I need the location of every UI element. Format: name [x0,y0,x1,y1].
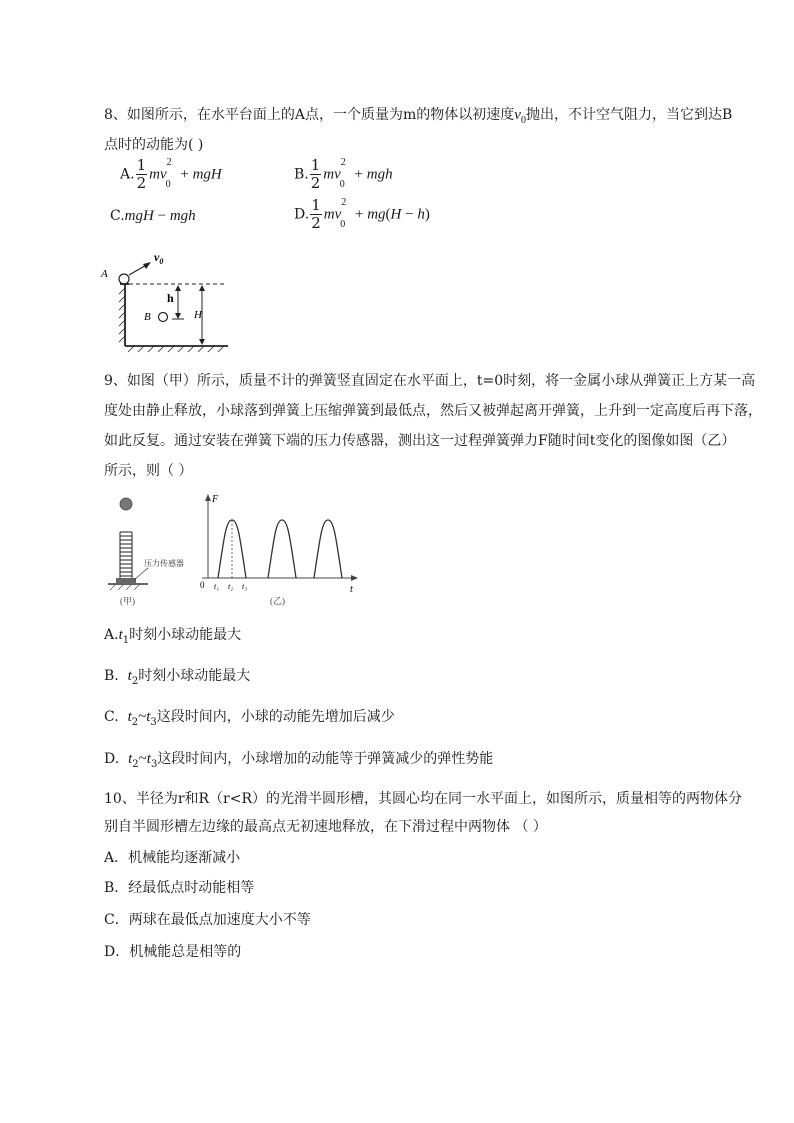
tick-t1: t₁ [214,582,220,591]
q10-stem-line2: 别自半圆形槽左边缘的最高点无初速地释放，在下滑过程中两物体 （ ） [104,819,547,835]
q8-option-d[interactable]: D. $\frac{1}{2}$ $mv^2_0 + mg(H - h)$ [294,196,430,232]
fraction-half: $\frac{1}{2}$ [310,156,321,192]
axis-F: F [212,494,219,505]
q9-stem-line3: 如此反复。通过安装在弹簧下端的压力传感器，测出这一过程弹簧弹力F随时间t变化的图像如图（乙） [104,433,736,449]
label-jia: (甲) [120,596,135,606]
q9-option-c[interactable]: C. $t_2\sim t_3$这段时间内，小球的动能先增加后减少 [104,709,395,728]
q8-stem-line1: 8、如图所示，在水平台面上的A点，一个质量为m的物体以初速度$v_0$抛出，不计空气阻力，当它到达B [104,107,733,126]
axis-t: t [350,584,353,595]
q9-stem-line2: 度处由静止释放，小球落到弹簧上压缩弹簧到最低点，然后又被弹起离开弹簧，上升到一定高度后再下落， [104,403,762,419]
spring [120,532,132,578]
q10-stem-line1: 10、半径为r和R（r<R）的光滑半圆形槽，其圆心均在同一水平面上，如图所示，质量相等的两物体分 [104,791,743,807]
q8-figure [98,246,238,356]
ball-a [119,274,129,284]
label-v0: $v_0$ [154,250,164,266]
q9-stem-line1: 9、如图（甲）所示，质量不计的弹簧竖直固定在水平面上，t=0时刻，将一金属小球从弹簧正上方某一高 [104,373,756,389]
metal-ball [120,498,132,510]
label-h: h [167,291,174,305]
q9-stem-line4: 所示，则（ ） [104,463,193,479]
q9-option-a[interactable]: $A.t_1$时刻小球动能最大 [104,627,242,646]
tick-t3: t₃ [242,582,248,591]
label-H: H [194,309,202,321]
ball-b [159,313,168,322]
fraction-half: $\frac{1}{2}$ [136,156,147,192]
label-yi: (乙) [270,596,285,606]
q8-option-c[interactable]: C.mgH − mgh [110,208,196,224]
pressure-sensor [116,578,136,583]
tick-t2: t₂ [228,582,234,591]
fraction-half: $\frac{1}{2}$ [311,196,321,232]
q10-option-a[interactable]: A．机械能均逐渐减小 [104,850,241,866]
q9-figure [104,488,360,610]
q9-option-b[interactable]: B. $t_2$时刻小球动能最大 [104,668,251,687]
q10-option-b[interactable]: B．经最低点时动能相等 [104,880,255,896]
force-curve-2 [268,520,296,578]
q10-option-d[interactable]: D．机械能总是相等的 [104,944,242,960]
label-b: B [144,311,151,323]
q9-option-d[interactable]: D. $t_2\sim t_3$这段时间内，小球增加的动能等于弹簧减少的弹性势能 [104,751,494,770]
q10-option-c[interactable]: C．两球在最低点加速度大小不等 [104,912,311,928]
origin: 0 [200,580,205,590]
force-curve-3 [314,520,342,578]
q8-option-b[interactable]: B. $\frac{1}{2}$ $mv^2_0$ + mgh [294,156,393,192]
q8-stem-line2: 点时的动能为( ) [104,137,204,153]
v0-symbol: $v_0$ [514,107,526,126]
q8-option-a[interactable]: A. $\frac{1}{2}$ $mv^2_0$ + mgH [120,156,222,192]
label-a: A [101,268,108,280]
sensor-label: 压力传感器 [144,559,184,568]
